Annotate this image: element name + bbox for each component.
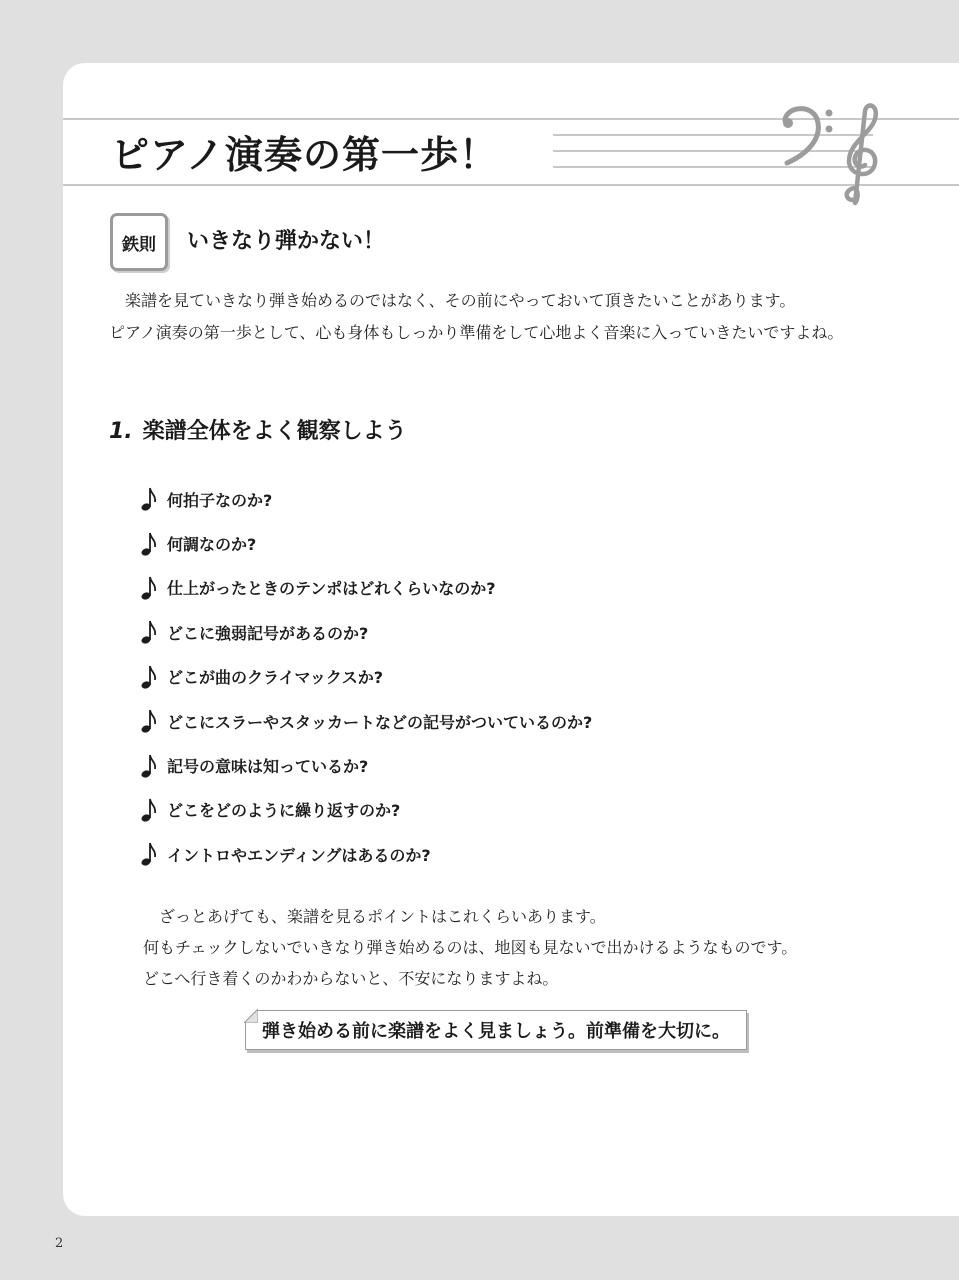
list-item bbox=[141, 743, 592, 787]
treble-clef-icon bbox=[847, 105, 876, 203]
callout-note bbox=[245, 1010, 747, 1050]
eighth-note-icon bbox=[141, 708, 157, 734]
section-title: 楽譜全体をよく観察しよう bbox=[142, 419, 407, 444]
list-item bbox=[141, 477, 592, 521]
summary-line: ざっとあげても、楽譜を見るポイントはこれくらいあります。 bbox=[143, 907, 606, 926]
summary-paragraph bbox=[143, 901, 797, 994]
list-item-text: イントロやエンディングはあるのか? bbox=[167, 845, 431, 865]
summary-line: どこへ行き着くのかわからないと、不安になりますよね。 bbox=[143, 969, 559, 988]
list-item bbox=[141, 788, 592, 832]
list-item bbox=[141, 566, 592, 610]
list-item-text: どこが曲のクライマックスか? bbox=[167, 668, 384, 688]
list-item-text: どこに強弱記号があるのか? bbox=[167, 623, 369, 643]
eighth-note-icon bbox=[141, 841, 157, 867]
list-item bbox=[141, 610, 592, 654]
eighth-note-icon bbox=[141, 753, 157, 779]
checklist bbox=[141, 477, 592, 877]
page-number: 2 bbox=[55, 1236, 64, 1251]
intro-line: ピアノ演奏の第一歩として、心も身体もしっかり準備をして心地よく音楽に入っていきたいですよね。 bbox=[109, 323, 844, 342]
rule-heading: いきなり弾かない！ bbox=[187, 229, 386, 254]
list-item-text: 記号の意味は知っているか? bbox=[167, 757, 369, 777]
eighth-note-icon bbox=[141, 531, 157, 557]
list-item-text: どこにスラーやスタッカートなどの記号がついているのか? bbox=[167, 712, 593, 732]
list-item-text: 仕上がったときのテンポはどれくらいなのか? bbox=[167, 579, 496, 599]
list-item-text: 何調なのか? bbox=[167, 535, 257, 555]
page-title: ピアノ演奏の第一歩！ bbox=[111, 131, 508, 179]
music-clefs-icon bbox=[775, 99, 895, 211]
summary-line: 何もチェックしないでいきなり弾き始めるのは、地図も見ないで出かけるようなものです。 bbox=[143, 938, 798, 957]
intro-paragraph bbox=[109, 285, 909, 349]
page-sheet bbox=[63, 63, 959, 1216]
list-item bbox=[141, 699, 592, 743]
list-item bbox=[141, 521, 592, 565]
eighth-note-icon bbox=[141, 486, 157, 512]
list-item bbox=[141, 832, 592, 876]
list-item-text: どこをどのように繰り返すのか? bbox=[167, 801, 401, 821]
folded-corner-icon bbox=[244, 1009, 258, 1023]
rule-badge: 鉄則 bbox=[110, 213, 168, 271]
intro-line: 楽譜を見ていきなり弾き始めるのではなく、その前にやっておいて頂きたいことがあります。 bbox=[109, 291, 796, 310]
eighth-note-icon bbox=[141, 797, 157, 823]
list-item-text: 何拍子なのか? bbox=[167, 490, 273, 510]
section-heading bbox=[109, 415, 407, 449]
list-item bbox=[141, 655, 592, 699]
bass-clef-icon bbox=[785, 109, 818, 163]
section-number: 1. bbox=[109, 419, 133, 444]
eighth-note-icon bbox=[141, 575, 157, 601]
eighth-note-icon bbox=[141, 619, 157, 645]
eighth-note-icon bbox=[141, 664, 157, 690]
callout-text: 弾き始める前に楽譜をよく見ましょう。前準備を大切に。 bbox=[262, 1021, 730, 1042]
